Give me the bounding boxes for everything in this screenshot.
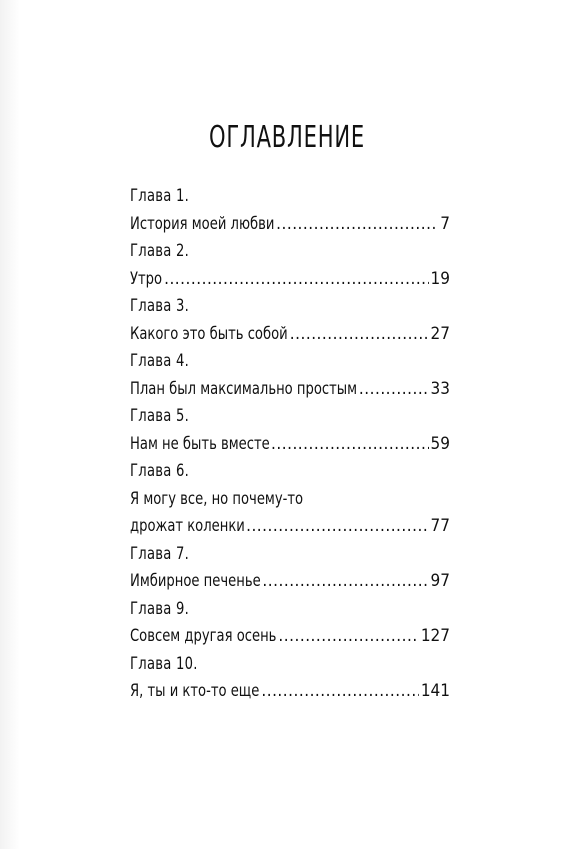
chapter-title: Какого это быть собой	[130, 323, 288, 344]
page-number: 77	[430, 516, 450, 536]
dot-leader	[246, 513, 428, 541]
chapter-label: Глава 1.	[130, 186, 190, 206]
toc-entry	[130, 513, 450, 541]
toc-entry	[130, 431, 450, 459]
chapter-title-continued: дрожат коленки	[130, 516, 245, 536]
chapter-label: Глава 2.	[130, 241, 190, 261]
chapter-label: Глава 6.	[130, 461, 190, 481]
toc-entry	[130, 321, 450, 349]
page-number: 19	[430, 268, 450, 289]
chapter-title: План был максимально простым	[130, 378, 358, 399]
chapter-heading	[130, 293, 450, 321]
dot-leader	[261, 678, 418, 706]
toc-entry	[130, 376, 450, 404]
dot-leader	[276, 211, 438, 239]
toc-entry	[130, 568, 450, 596]
chapter-heading	[130, 183, 450, 211]
chapter-title: Я могу все, но почему-то	[130, 488, 304, 509]
table-of-contents	[130, 183, 450, 706]
chapter-title: Я, ты и кто-то еще	[130, 681, 260, 701]
page-number: 97	[430, 571, 450, 591]
chapter-heading	[130, 348, 450, 376]
dot-leader	[271, 431, 429, 459]
dot-leader	[164, 266, 428, 294]
page-number: 59	[430, 433, 450, 454]
chapter-heading	[130, 238, 450, 266]
page-number: 141	[420, 681, 450, 701]
toc-title: ОГЛАВЛЕНИЕ	[209, 120, 365, 155]
toc-entry	[130, 266, 450, 294]
chapter-heading	[130, 403, 450, 431]
chapter-title: История моей любви	[130, 213, 275, 234]
page-number: 27	[430, 323, 450, 344]
chapter-title: Утро	[130, 268, 163, 289]
dot-leader	[290, 321, 429, 349]
dot-leader	[278, 623, 418, 651]
chapter-label: Глава 7.	[130, 543, 190, 564]
page-number: 127	[420, 626, 450, 646]
chapter-heading	[130, 651, 450, 679]
page-edge-shadow	[0, 0, 20, 849]
dot-leader	[262, 568, 428, 596]
chapter-heading	[130, 541, 450, 569]
toc-entry	[130, 623, 450, 651]
chapter-title: Нам не быть вместе	[130, 433, 270, 454]
chapter-label: Глава 4.	[130, 351, 190, 371]
chapter-title: Имбирное печенье	[130, 571, 261, 591]
chapter-label: Глава 5.	[130, 406, 190, 426]
chapter-label: Глава 3.	[130, 296, 190, 316]
chapter-title: Совсем другая осень	[130, 626, 277, 646]
chapter-heading	[130, 458, 450, 486]
toc-entry	[130, 678, 450, 706]
chapter-label: Глава 9.	[130, 598, 190, 619]
toc-entry	[130, 211, 450, 239]
chapter-label: Глава 10.	[130, 653, 198, 674]
page-number: 33	[430, 378, 450, 399]
chapter-title-line	[130, 486, 450, 514]
page-number: 7	[440, 213, 450, 234]
dot-leader	[359, 376, 429, 404]
chapter-heading	[130, 596, 450, 624]
